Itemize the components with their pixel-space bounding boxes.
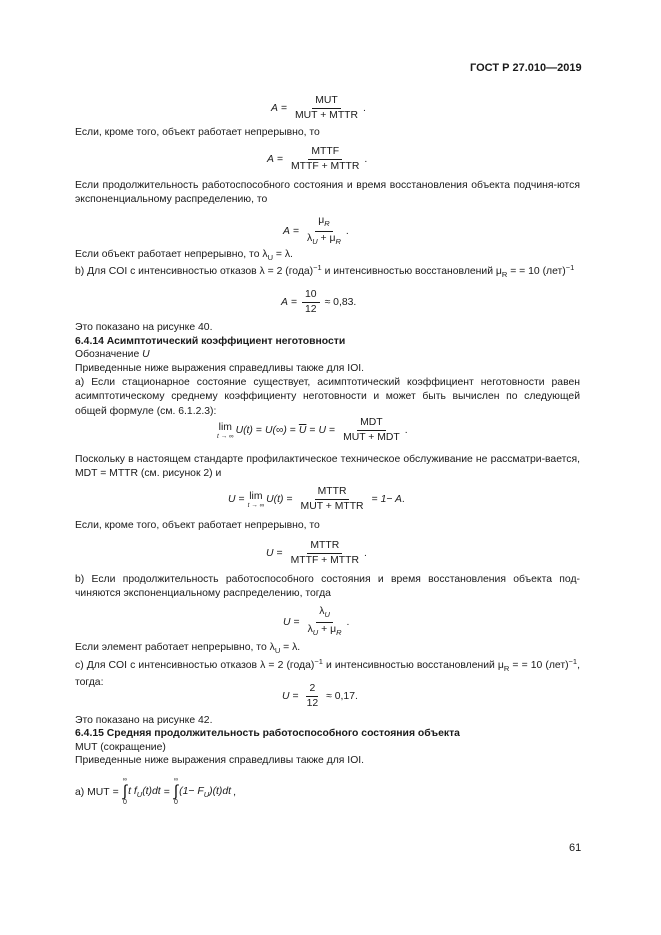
paragraph: Приведенные ниже выражения справедливы также для IOI. [75,363,365,374]
designation-line: Обозначение U [75,349,150,360]
eq-rel: = [280,103,288,114]
integral: ∞ ∫ 0 [122,777,128,806]
paragraph: MUT (сокращение) [75,742,166,753]
page-number: 61 [569,842,582,854]
document-header: ГОСТ Р 27.010—2019 [470,62,582,74]
fraction-numerator: $\mu_R$ [315,215,332,232]
paragraph: а) Если стационарное состояние существует, асимптотический коэффициент неготовности равен асимптотическому среднему коэффициенту неготовности и может быть вычислен по следующей общей формуле (см. 6.1.2.3): [75,377,580,417]
fraction-denominator: MTTF + MTTR [291,161,360,172]
fraction-denominator: $\lambda_U + \mu_R$ [307,233,341,246]
fraction-numerator: MTTR [315,486,350,500]
fraction [288,540,362,567]
eq-end: . [363,103,366,114]
fraction-numerator: 10 [302,289,320,303]
fraction [292,95,361,122]
fraction-denominator: 12 [305,304,317,315]
fraction-denominator: $\lambda_U + \mu_R$ [307,624,342,637]
equation-unavailability-limit: lim t → ∞ U(t) = U(∞) = $\overline{U}$ = U = $\frac{\text{MDT}}{\text{MUT + MDT}}$ . [217,417,408,443]
eq-rel: = [276,154,284,165]
paragraph: Поскольку в настоящем стандарте профилактическое техническое обслуживание не рассматри-вается, MDT = MTTR (см. рисунок 2) и [75,454,580,480]
eq-end: . [345,226,349,237]
eq-lhs: A [283,226,290,237]
fraction-numerator: MTTF [308,146,342,160]
fraction-numerator: 2 [306,683,318,697]
fraction-denominator: 12 [306,698,319,709]
eq-lhs: A [271,103,278,114]
eq-end: . [364,154,368,165]
integral: ∞ ∫ 0 [173,777,179,806]
equation-mut-integral: а) MUT = ∞ ∫ 0 t $f_U(t)dt$ = ∞ ∫ 0 $(1- F_U)(t)dt$ , [75,777,236,806]
paragraph: Это показано на рисунке 42. [75,715,213,726]
equation-unavailability-value: U = $\frac{2}{12}$ ≈ 0,17. [282,683,358,709]
eq-result: ≈ 0,83. [324,297,357,308]
equation-availability-exponential [283,215,349,248]
paragraph: Если продолжительность работоспособного состояния и время восстановления объекта подчиня-ются экспоненциальному распределению, то [75,180,580,206]
paragraph: с) Для COI с интенсивностью отказов λ = 2 (года)$^{-1}$ и интенсивностью восстановлений $\mu_R$ = = 10 (лет)$^{-1}$, тогда: [75,657,580,689]
paragraph: Если объект работает непрерывно, то $\lambda_U = \lambda$. [75,249,293,262]
fraction-numerator: MUT [312,95,341,109]
fraction-denominator: MUT + MTTR [295,110,359,121]
paragraph: Это показано на рисунке 40. [75,322,213,333]
fraction [304,215,344,248]
limit: lim t → ∞ [217,421,234,440]
equation-unavailability-mttr: U = lim t → ∞ U(t) = $\frac{\text{MTTR}}{\text{MUT + MTTR}}$ = 1− A . [228,486,405,512]
fraction [288,146,362,173]
paragraph: Если элемент работает непрерывно, то $\lambda_U = \lambda$. [75,642,301,655]
section-heading: 6.4.15 Средняя продолжительность работоспособного состояния объекта [75,728,460,739]
fraction-numerator: MTTR [307,540,342,554]
equation-availability-mttf [267,146,367,173]
fraction-denominator: MUT + MDT [343,432,400,443]
fraction [302,289,320,316]
fraction-numerator: $\lambda_U$ [316,606,333,623]
fraction-numerator: MDT [357,417,386,431]
fraction-denominator: MUT + MTTR [300,501,364,512]
paragraph: b) Если продолжительность работоспособного состояния и время восстановления объекта под-чиняются экспоненциальному распределению, тогда [75,574,580,600]
eq-rel: = [290,297,298,308]
fraction [305,606,345,639]
equation-availability-value [281,289,356,316]
paragraph: b) Для COI с интенсивностью отказов λ = 2 (года)$^{-1}$ и интенсивностью восстановлений $\mu_R$ = = 10 (лет)$^{-1}$ [75,263,575,279]
paragraph: Если, кроме того, объект работает непрерывно, то [75,520,320,531]
eq-rel: = [292,226,300,237]
fraction [304,683,322,710]
fraction-denominator: MTTF + MTTR [290,555,359,566]
fraction [340,417,403,444]
equation-unavailability-mttf: U = $\frac{\text{MTTR}}{\text{MTTF + MTTR}}$ . [266,540,367,566]
equation-availability-mut [271,95,366,122]
fraction [298,486,367,513]
eq-lhs: A [267,154,274,165]
equation-unavailability-exponential: U = $\frac{\lambda_U}{\lambda_U + \mu_R}$ . [283,606,350,637]
eq-lhs: A [281,297,288,308]
paragraph: Приведенные ниже выражения справедливы также для IOI. [75,755,365,766]
limit: lim t → ∞ [247,490,265,509]
section-heading: 6.4.14 Асимптотический коэффициент неготовности [75,336,346,347]
paragraph: Если, кроме того, объект работает непрерывно, то [75,127,320,138]
